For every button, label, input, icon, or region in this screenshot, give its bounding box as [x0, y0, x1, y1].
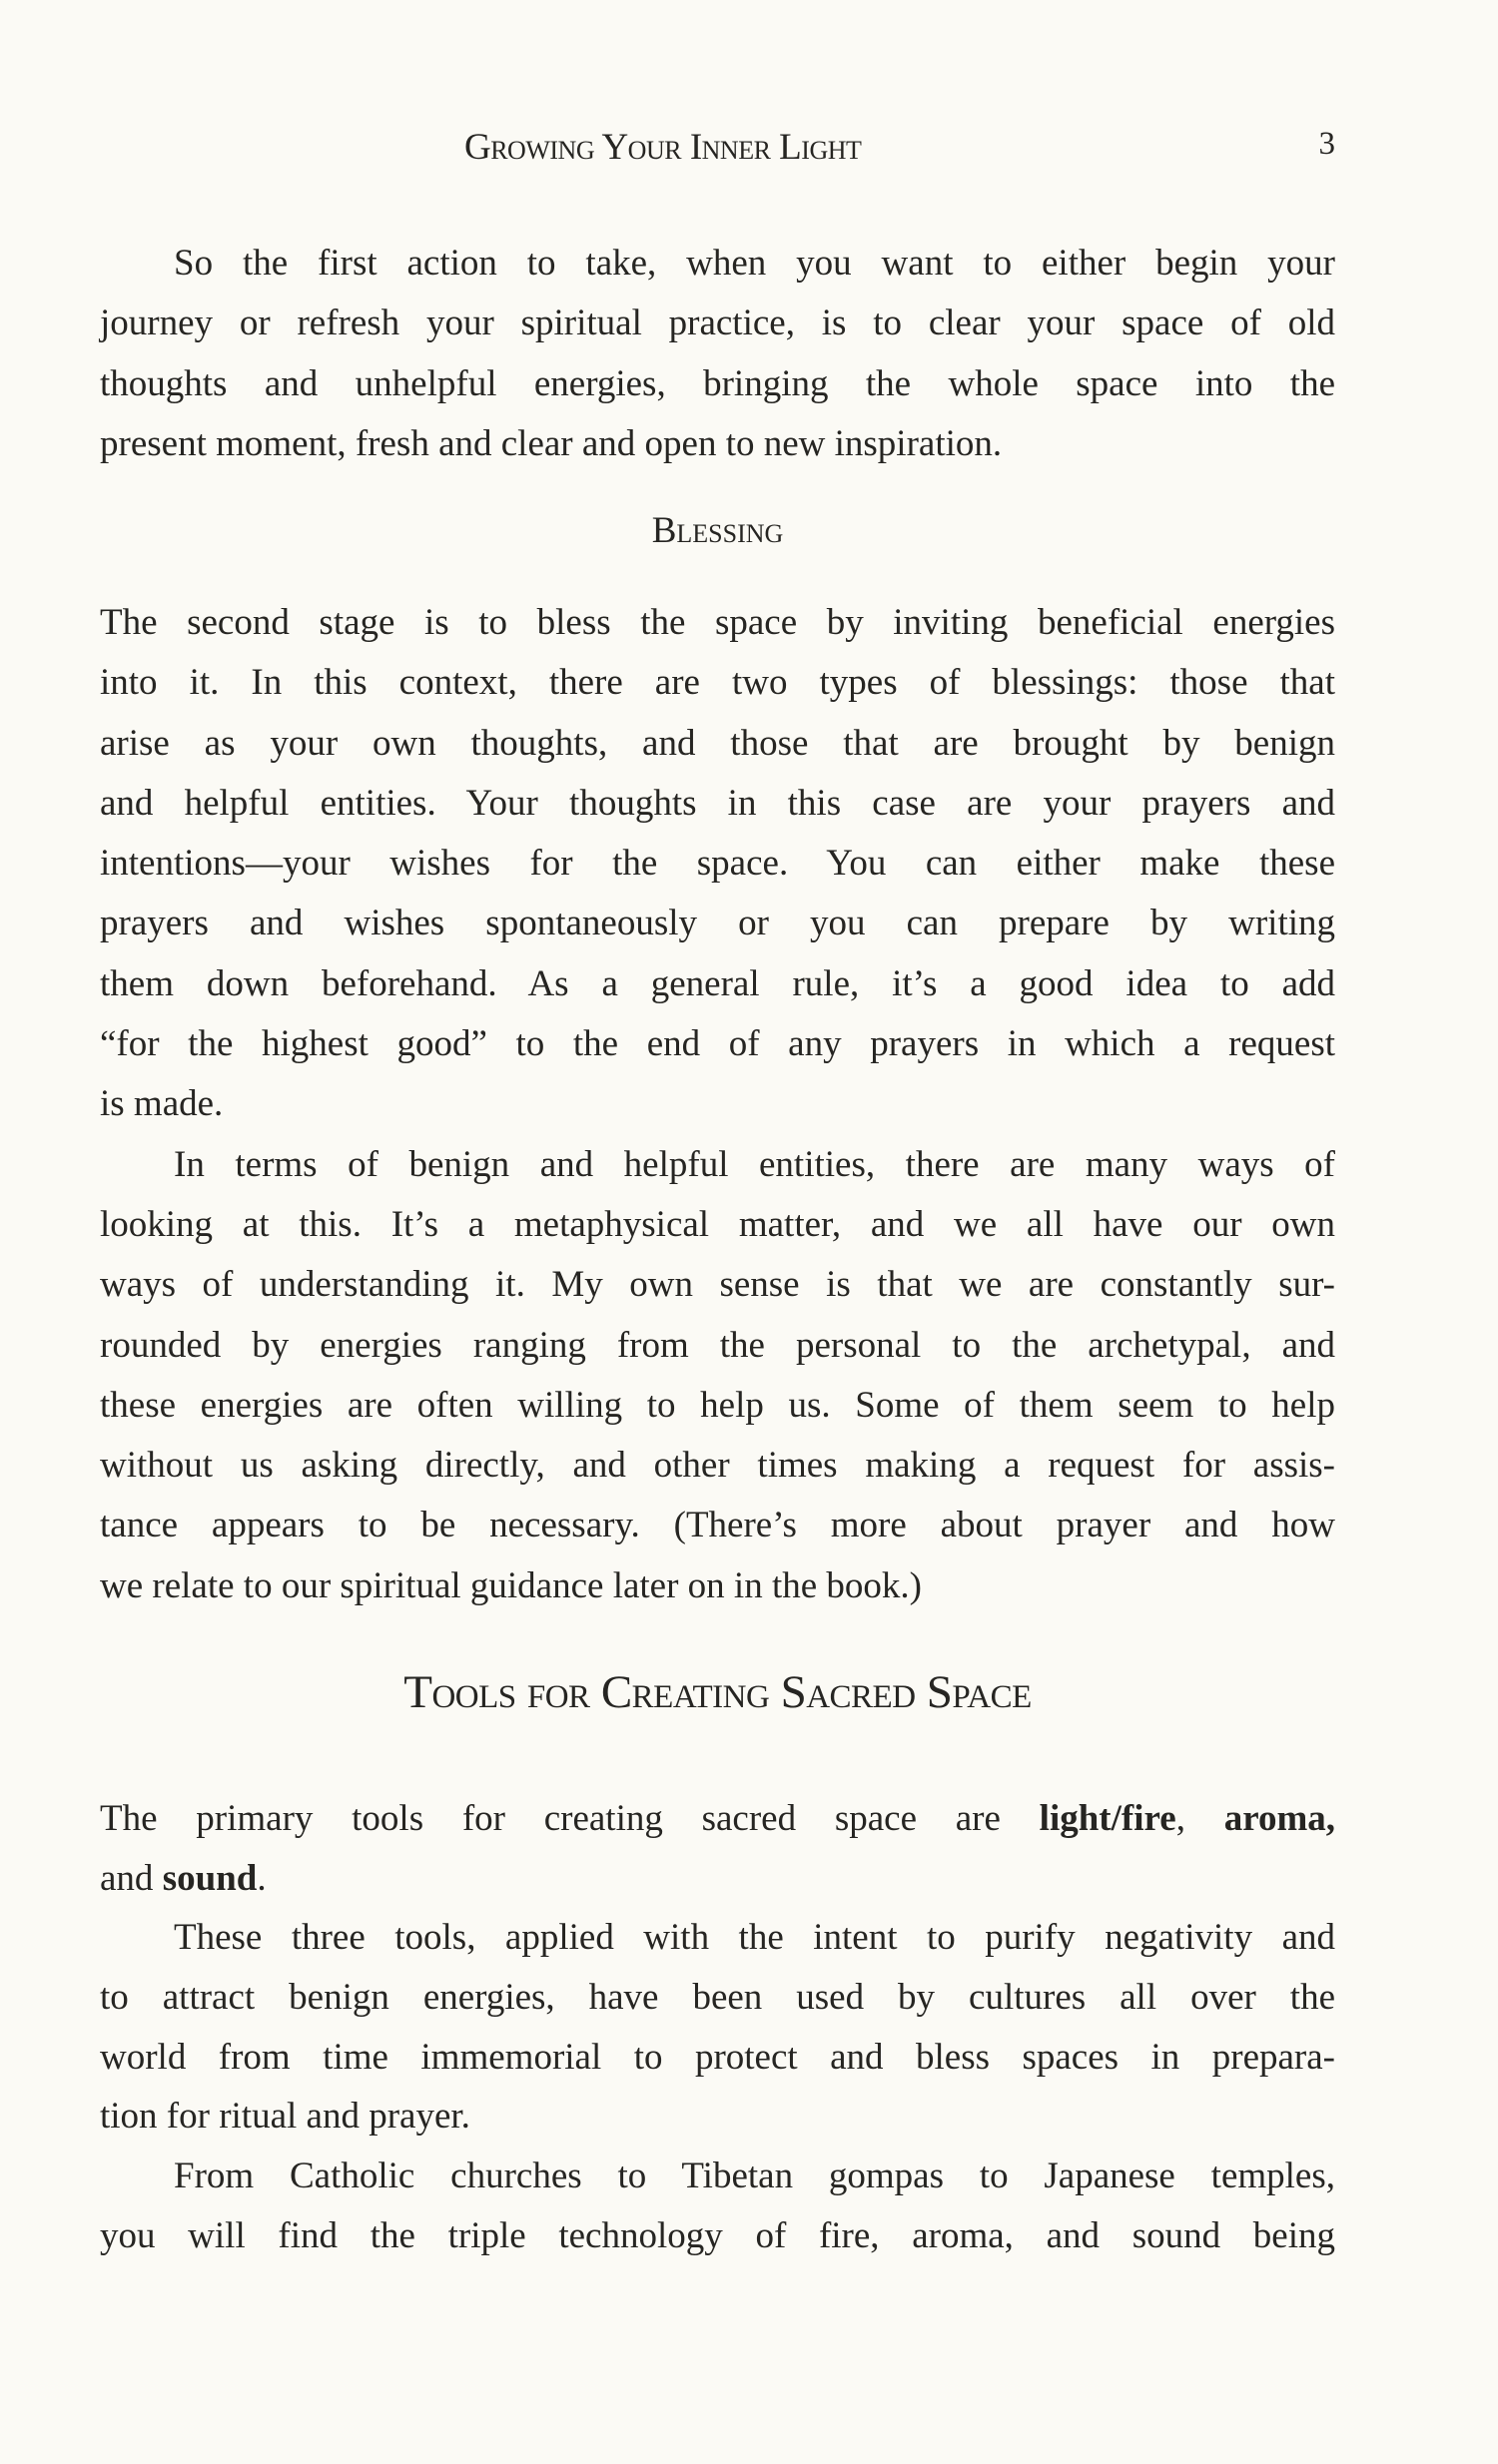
text-run: and helpful entities. Your thoughts in this case are your prayers and: [100, 782, 1335, 824]
text-line: [100, 2206, 1335, 2266]
text-run: ,: [1175, 1798, 1224, 1839]
text-block-tools: [100, 1789, 1335, 2266]
text-run: rounded by energies ranging from the personal to the archetypal, and: [100, 1324, 1335, 1366]
text-run: and: [100, 1857, 163, 1899]
paragraph: [100, 1135, 1335, 1616]
text-run: ways of understanding it. My own sense is that we are constantly sur-: [100, 1264, 1335, 1306]
text-line: [100, 714, 1335, 774]
text-run: into it. In this context, there are two types of blessings: those that: [100, 662, 1335, 704]
section-heading-tools: Tools for Creating Sacred Space: [403, 1666, 1032, 1718]
paragraph: [100, 1908, 1335, 2147]
text-run: The second stage is to bless the space by inviting beneficial energies: [100, 602, 1335, 643]
paragraph: [100, 2147, 1335, 2265]
running-header: [100, 126, 1335, 176]
text-run: These three tools, applied with the intent to purify negativity and: [174, 1917, 1335, 1959]
bold-term: light/fire: [1039, 1798, 1176, 1839]
text-line: [100, 954, 1335, 1014]
text-line: [100, 1968, 1335, 2028]
text-run: prayers and wishes spontaneously or you can prepare by writing: [100, 903, 1335, 944]
text-block-blessing: [100, 593, 1335, 1616]
text-line: [100, 1316, 1335, 1376]
text-line: [100, 1074, 1335, 1134]
text-run: intentions—your wishes for the space. You can either make these: [100, 843, 1335, 885]
text-line: [100, 1556, 1335, 1616]
running-head-title: Growing Your Inner Light: [464, 127, 862, 168]
text-line: [100, 1789, 1335, 1849]
text-run: looking at this. It’s a metaphysical matter, and we all have our own: [100, 1203, 1335, 1245]
paragraph: [100, 593, 1335, 1135]
text-run: is made.: [100, 1083, 224, 1125]
text-run: you will find the triple technology of fire, aroma, and sound being: [100, 2214, 1335, 2256]
text-run: thoughts and unhelpful energies, bringing the whole space into the: [100, 362, 1335, 404]
text-run: In terms of benign and helpful entities, there are many ways of: [174, 1143, 1335, 1185]
text-run: From Catholic churches to Tibetan gompas to Japanese temples,: [174, 2156, 1335, 2197]
text-line: [100, 354, 1335, 414]
text-run: we relate to our spiritual guidance later on in the book.): [100, 1564, 922, 1606]
text-line: [100, 593, 1335, 653]
text-line: [100, 894, 1335, 953]
text-line: [100, 2087, 1335, 2147]
text-line: [100, 2028, 1335, 2088]
text-run: The primary tools for creating sacred space are: [100, 1798, 1040, 1839]
text-run: to attract benign energies, have been used by cultures all over the: [100, 1977, 1335, 2019]
text-run: without us asking directly, and other times making a request for assis-: [100, 1445, 1335, 1487]
page-number: 3: [1318, 126, 1335, 162]
text-line: [100, 1195, 1335, 1255]
section-heading-blessing: Blessing: [651, 510, 784, 551]
text-line: [100, 1849, 1335, 1909]
text-line: [100, 774, 1335, 834]
text-run: So the first action to take, when you want to either begin your: [174, 243, 1335, 284]
text-run: present moment, fresh and clear and open to new inspiration.: [100, 422, 1003, 464]
bold-term: aroma,: [1223, 1798, 1336, 1839]
text-run: these energies are often willing to help us. Some of them seem to help: [100, 1384, 1335, 1426]
text-line: [100, 1908, 1335, 1968]
text-run: arise as your own thoughts, and those that are brought by benign: [100, 722, 1335, 764]
text-block-intro: [100, 234, 1335, 474]
text-run: tance appears to be necessary. (There’s more about prayer and how: [100, 1505, 1335, 1546]
text-run: tion for ritual and prayer.: [100, 2096, 470, 2138]
text-line: [100, 1014, 1335, 1074]
bold-term: sound: [162, 1857, 258, 1899]
text-line: [100, 1376, 1335, 1436]
text-line: [100, 414, 1335, 474]
text-line: [100, 294, 1335, 353]
text-line: [100, 1436, 1335, 1496]
text-line: [100, 2147, 1335, 2206]
text-line: [100, 1135, 1335, 1195]
text-line: [100, 1255, 1335, 1315]
text-run: journey or refresh your spiritual practice, is to clear your space of old: [100, 303, 1335, 344]
text-run: “for the highest good” to the end of any prayers in which a request: [100, 1023, 1335, 1065]
text-line: [100, 234, 1335, 294]
text-line: [100, 834, 1335, 894]
text-run: them down beforehand. As a general rule, it’s a good idea to add: [100, 962, 1335, 1004]
paragraph: [100, 234, 1335, 474]
text-run: world from time immemorial to protect and bless spaces in prepara-: [100, 2036, 1335, 2078]
text-line: [100, 1496, 1335, 1555]
text-run: .: [257, 1857, 267, 1899]
paragraph: [100, 1789, 1335, 1908]
text-line: [100, 653, 1335, 713]
